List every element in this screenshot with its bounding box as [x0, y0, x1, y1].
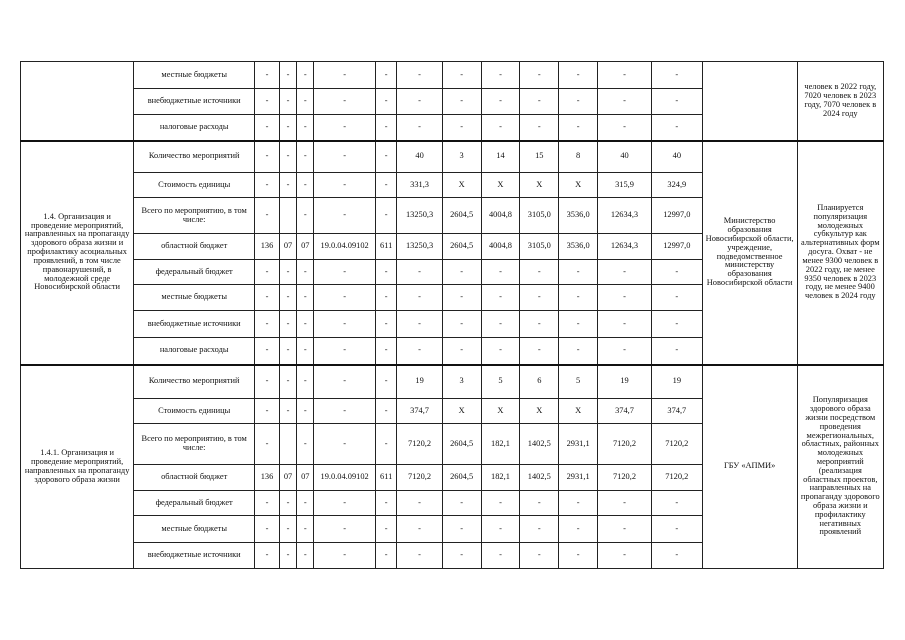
- table-cell: 15: [520, 141, 559, 173]
- table-cell: -: [255, 115, 280, 141]
- table-cell: -: [397, 260, 442, 285]
- table-cell: -: [442, 491, 481, 516]
- table-cell: -: [651, 543, 702, 569]
- table-cell: -: [255, 365, 280, 399]
- table-cell: 4004,8: [481, 234, 520, 260]
- table-cell: -: [397, 543, 442, 569]
- table-cell: -: [255, 491, 280, 516]
- table-cell: -: [255, 338, 280, 365]
- table-cell: -: [651, 89, 702, 115]
- table-cell: Х: [520, 173, 559, 198]
- table-cell: -: [314, 311, 375, 338]
- table-cell: -: [520, 311, 559, 338]
- table-cell: -: [297, 141, 314, 173]
- table-cell: -: [520, 285, 559, 311]
- table-cell: 374,7: [651, 399, 702, 424]
- table-cell: -: [375, 141, 397, 173]
- table-cell: -: [255, 516, 280, 543]
- table-cell: -: [375, 311, 397, 338]
- table-cell: -: [481, 62, 520, 89]
- table-cell: -: [255, 285, 280, 311]
- table-cell: -: [481, 89, 520, 115]
- table-row: [21, 62, 884, 89]
- table-cell: -: [375, 89, 397, 115]
- table-cell: 182,1: [481, 465, 520, 491]
- measure-name-cell: 1.4.1. Организация и проведение мероприятий, направленных на пропаганду здорового образа жизни: [21, 365, 134, 569]
- measure-name-cell: 1.4. Организация и проведение мероприятий, направленных на пропаганду здорового образа жизни и профилактику асоциальных проявлений, в том числе правонарушений, в молодежной среде Новосибирской области: [21, 141, 134, 365]
- table-cell: -: [559, 260, 598, 285]
- table-cell: 7120,2: [397, 465, 442, 491]
- table-cell: -: [279, 141, 296, 173]
- responsible-cell: ГБУ «АПМИ»: [702, 365, 797, 569]
- table-cell: -: [481, 115, 520, 141]
- table-cell: 6: [520, 365, 559, 399]
- table-cell: -: [559, 491, 598, 516]
- table-cell: 4004,8: [481, 198, 520, 234]
- table-cell: 7120,2: [598, 465, 652, 491]
- table-cell: -: [598, 311, 652, 338]
- table-cell: Х: [442, 173, 481, 198]
- result-note-cell: человек в 2022 году, 7020 человек в 2023 году, 7070 человек в 2024 году: [797, 62, 883, 141]
- table-cell: -: [481, 516, 520, 543]
- table-cell: 7120,2: [651, 465, 702, 491]
- table-cell: -: [297, 338, 314, 365]
- table-cell: Х: [559, 173, 598, 198]
- table-cell: -: [442, 285, 481, 311]
- table-cell: -: [297, 399, 314, 424]
- table-cell: -: [255, 543, 280, 569]
- table-cell: -: [397, 491, 442, 516]
- table-cell: -: [520, 543, 559, 569]
- table-cell: -: [598, 491, 652, 516]
- table-cell: -: [375, 543, 397, 569]
- row-label: местные бюджеты: [134, 516, 255, 543]
- row-label: налоговые расходы: [134, 338, 255, 365]
- table-cell: -: [375, 491, 397, 516]
- table-cell: -: [297, 365, 314, 399]
- table-cell: Х: [481, 399, 520, 424]
- table-cell: 40: [651, 141, 702, 173]
- table-cell: -: [314, 516, 375, 543]
- table-cell: -: [442, 89, 481, 115]
- table-cell: -: [375, 424, 397, 465]
- table-cell: 19: [397, 365, 442, 399]
- table-cell: 136: [255, 465, 280, 491]
- table-cell: -: [598, 285, 652, 311]
- table-cell: -: [279, 338, 296, 365]
- row-label: федеральный бюджет: [134, 260, 255, 285]
- table-cell: -: [598, 260, 652, 285]
- budget-table: [20, 61, 884, 569]
- table-cell: 12634,3: [598, 234, 652, 260]
- table-cell: -: [279, 311, 296, 338]
- table-cell: -: [279, 62, 296, 89]
- table-cell: -: [559, 62, 598, 89]
- table-cell: -: [375, 365, 397, 399]
- row-label: местные бюджеты: [134, 285, 255, 311]
- table-cell: -: [397, 516, 442, 543]
- table-cell: -: [375, 338, 397, 365]
- table-cell: -: [559, 311, 598, 338]
- table-cell: -: [442, 260, 481, 285]
- table-cell: -: [255, 89, 280, 115]
- table-cell: -: [375, 399, 397, 424]
- table-cell: Х: [520, 399, 559, 424]
- table-cell: 3536,0: [559, 234, 598, 260]
- table-cell: -: [651, 338, 702, 365]
- table-cell: -: [442, 115, 481, 141]
- table-cell: -: [279, 173, 296, 198]
- table-cell: 07: [279, 234, 296, 260]
- table-cell: -: [442, 311, 481, 338]
- table-cell: 12997,0: [651, 198, 702, 234]
- table-cell: -: [375, 115, 397, 141]
- table-cell: -: [279, 491, 296, 516]
- table-cell: -: [651, 115, 702, 141]
- row-label: областной бюджет: [134, 234, 255, 260]
- table-cell: [279, 198, 296, 234]
- table-cell: -: [314, 173, 375, 198]
- table-cell: -: [255, 198, 280, 234]
- table-cell: 374,7: [397, 399, 442, 424]
- table-cell: 315,9: [598, 173, 652, 198]
- table-cell: -: [397, 89, 442, 115]
- table-cell: 14: [481, 141, 520, 173]
- table-cell: -: [397, 338, 442, 365]
- table-cell: -: [442, 543, 481, 569]
- table-cell: -: [279, 89, 296, 115]
- table-cell: -: [651, 516, 702, 543]
- table-cell: -: [481, 491, 520, 516]
- table-cell: -: [297, 115, 314, 141]
- row-label: местные бюджеты: [134, 62, 255, 89]
- table-cell: 5: [481, 365, 520, 399]
- table-cell: -: [279, 285, 296, 311]
- table-cell: -: [297, 173, 314, 198]
- table-cell: -: [279, 260, 296, 285]
- table-cell: -: [520, 260, 559, 285]
- table-cell: 3105,0: [520, 198, 559, 234]
- table-cell: -: [481, 260, 520, 285]
- table-cell: -: [397, 115, 442, 141]
- table-cell: -: [442, 62, 481, 89]
- table-cell: 8: [559, 141, 598, 173]
- table-cell: 182,1: [481, 424, 520, 465]
- table-cell: -: [297, 285, 314, 311]
- table-cell: 13250,3: [397, 234, 442, 260]
- table-cell: -: [559, 115, 598, 141]
- table-cell: -: [520, 338, 559, 365]
- table-cell: -: [255, 141, 280, 173]
- table-cell: -: [397, 62, 442, 89]
- table-cell: -: [297, 89, 314, 115]
- table-cell: -: [397, 285, 442, 311]
- table-cell: 19: [598, 365, 652, 399]
- table-cell: -: [559, 89, 598, 115]
- row-label: федеральный бюджет: [134, 491, 255, 516]
- row-label: Стоимость единицы: [134, 173, 255, 198]
- table-cell: Х: [559, 399, 598, 424]
- table-cell: 19: [651, 365, 702, 399]
- table-cell: -: [255, 424, 280, 465]
- table-cell: -: [375, 62, 397, 89]
- table-cell: -: [279, 365, 296, 399]
- table-cell: 5: [559, 365, 598, 399]
- table-cell: 611: [375, 465, 397, 491]
- table-cell: -: [297, 424, 314, 465]
- table-row: [21, 365, 884, 399]
- table-cell: 2604,5: [442, 198, 481, 234]
- table-cell: -: [314, 141, 375, 173]
- table-cell: 07: [297, 465, 314, 491]
- table-cell: -: [651, 62, 702, 89]
- row-label: Количество мероприятий: [134, 365, 255, 399]
- table-cell: -: [598, 89, 652, 115]
- table-cell: 374,7: [598, 399, 652, 424]
- table-cell: -: [297, 516, 314, 543]
- table-cell: -: [520, 115, 559, 141]
- table-cell: -: [520, 516, 559, 543]
- table-cell: -: [314, 89, 375, 115]
- row-label: Всего по мероприятию, в том числе:: [134, 424, 255, 465]
- table-cell: -: [314, 62, 375, 89]
- row-label: Количество мероприятий: [134, 141, 255, 173]
- table-cell: -: [559, 543, 598, 569]
- table-cell: -: [255, 311, 280, 338]
- table-cell: 3: [442, 365, 481, 399]
- row-label: Всего по мероприятию, в том числе:: [134, 198, 255, 234]
- table-cell: 1402,5: [520, 424, 559, 465]
- table-cell: 136: [255, 234, 280, 260]
- table-cell: -: [297, 260, 314, 285]
- result-note-cell: Планируется популяризация молодежных субкультур как альтернативных форм досуга. Охват - не менее 9300 человек в 2022 году, не менее 9350 человек в 2023 году, не менее 9400 человек в 2024 году: [797, 141, 883, 365]
- table-cell: -: [279, 516, 296, 543]
- table-cell: -: [651, 260, 702, 285]
- table-cell: 7120,2: [651, 424, 702, 465]
- table-cell: 07: [279, 465, 296, 491]
- table-cell: -: [559, 285, 598, 311]
- table-cell: 7120,2: [598, 424, 652, 465]
- table-cell: -: [297, 311, 314, 338]
- table-cell: -: [598, 115, 652, 141]
- table-cell: -: [314, 399, 375, 424]
- table-cell: -: [314, 285, 375, 311]
- table-cell: -: [314, 115, 375, 141]
- row-label: внебюджетные источники: [134, 89, 255, 115]
- table-cell: 40: [397, 141, 442, 173]
- table-row: [21, 141, 884, 173]
- table-cell: -: [651, 311, 702, 338]
- row-label: областной бюджет: [134, 465, 255, 491]
- table-cell: 3105,0: [520, 234, 559, 260]
- measure-name-cell: [21, 62, 134, 141]
- table-cell: -: [598, 338, 652, 365]
- row-label: налоговые расходы: [134, 115, 255, 141]
- table-cell: -: [651, 491, 702, 516]
- table-cell: -: [520, 62, 559, 89]
- table-cell: -: [520, 89, 559, 115]
- table-cell: -: [314, 543, 375, 569]
- table-cell: 7120,2: [397, 424, 442, 465]
- table-cell: -: [598, 62, 652, 89]
- row-label: внебюджетные источники: [134, 543, 255, 569]
- table-cell: -: [279, 543, 296, 569]
- table-cell: -: [314, 424, 375, 465]
- table-cell: 2604,5: [442, 234, 481, 260]
- table-cell: -: [314, 365, 375, 399]
- table-cell: 331,3: [397, 173, 442, 198]
- table-cell: -: [297, 198, 314, 234]
- result-note-cell: Популяризация здорового образа жизни посредством проведения межрегиональных, областных, районных молодежных мероприятий (реализация областных проектов, направленных на пропаганду здорового образа жизни и профилактику негативных проявлений: [797, 365, 883, 569]
- table-cell: Х: [481, 173, 520, 198]
- table-cell: -: [297, 62, 314, 89]
- table-cell: -: [481, 543, 520, 569]
- table-cell: -: [375, 516, 397, 543]
- table-cell: -: [481, 338, 520, 365]
- table-cell: -: [255, 399, 280, 424]
- table-cell: 2604,5: [442, 424, 481, 465]
- table-cell: -: [255, 62, 280, 89]
- table-cell: -: [375, 173, 397, 198]
- table-cell: -: [314, 491, 375, 516]
- table-cell: -: [442, 516, 481, 543]
- table-cell: -: [314, 338, 375, 365]
- table-cell: -: [559, 338, 598, 365]
- table-cell: -: [375, 260, 397, 285]
- table-cell: Х: [442, 399, 481, 424]
- table-cell: 3: [442, 141, 481, 173]
- table-cell: -: [297, 543, 314, 569]
- table-cell: -: [297, 491, 314, 516]
- table-cell: 324,9: [651, 173, 702, 198]
- table-cell: -: [375, 285, 397, 311]
- table-cell: 1402,5: [520, 465, 559, 491]
- responsible-cell: [702, 62, 797, 141]
- table-cell: -: [397, 311, 442, 338]
- table-cell: 07: [297, 234, 314, 260]
- table-cell: -: [314, 260, 375, 285]
- table-cell: -: [559, 516, 598, 543]
- row-label: Стоимость единицы: [134, 399, 255, 424]
- table-cell: -: [314, 198, 375, 234]
- table-cell: 3536,0: [559, 198, 598, 234]
- table-body: [21, 62, 884, 569]
- table-cell: -: [375, 198, 397, 234]
- table-cell: 40: [598, 141, 652, 173]
- table-cell: 19.0.04.09102: [314, 465, 375, 491]
- table-cell: -: [598, 543, 652, 569]
- table-cell: -: [255, 260, 280, 285]
- table-cell: 12634,3: [598, 198, 652, 234]
- responsible-cell: Министерство образования Новосибирской области, учреждение, подведомственное министерству образования Новосибирской области: [702, 141, 797, 365]
- table-cell: -: [598, 516, 652, 543]
- table-cell: -: [442, 338, 481, 365]
- table-cell: -: [279, 115, 296, 141]
- table-cell: -: [481, 311, 520, 338]
- table-cell: 13250,3: [397, 198, 442, 234]
- table-cell: 2604,5: [442, 465, 481, 491]
- table-cell: -: [279, 399, 296, 424]
- row-label: внебюджетные источники: [134, 311, 255, 338]
- table-cell: 2931,1: [559, 424, 598, 465]
- table-cell: 19.0.04.09102: [314, 234, 375, 260]
- table-cell: 611: [375, 234, 397, 260]
- table-cell: 2931,1: [559, 465, 598, 491]
- table-cell: -: [255, 173, 280, 198]
- table-cell: -: [520, 491, 559, 516]
- table-cell: -: [651, 285, 702, 311]
- table-cell: -: [481, 285, 520, 311]
- table-cell: 12997,0: [651, 234, 702, 260]
- table-cell: [279, 424, 296, 465]
